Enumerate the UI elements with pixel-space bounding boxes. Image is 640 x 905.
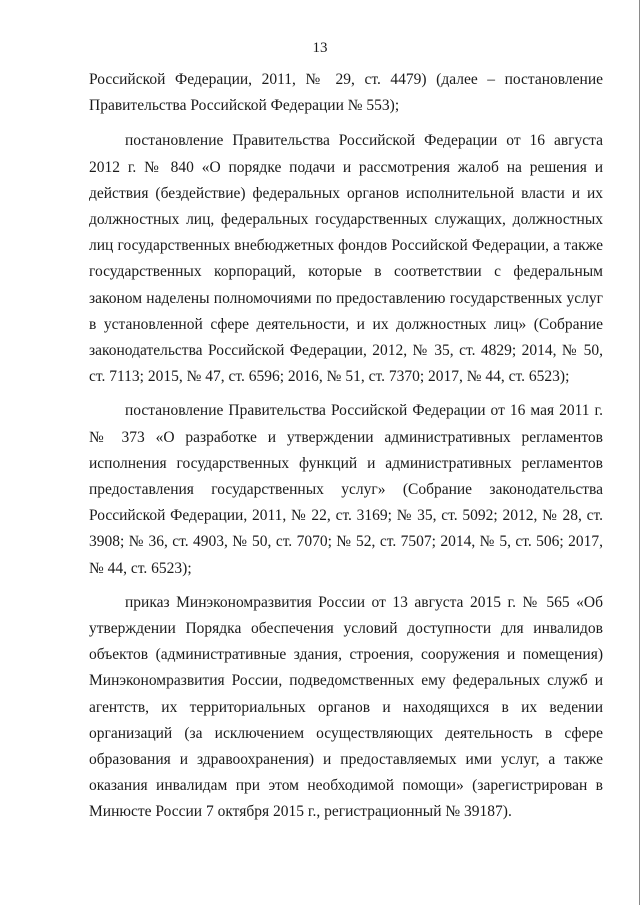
page-number: 13 bbox=[312, 40, 328, 56]
paragraph-continuation: Российской Федерации, 2011, № 29, ст. 4479) (далее – постановление Правительства Российской Федерации № 553); bbox=[89, 71, 603, 115]
paragraph-resolution-840: постановление Правительства Российской Федерации от 16 августа 2012 г. № 840 «О порядке подачи и рассмотрения жалоб на решения и действия (бездействие) федеральных органов исполнительной власти и их должностных лиц, федеральных государственных служащих, должностных лиц государственных внебюджетных фондов Российской Федерации, а также государственных корпораций, которые в соответствии с федеральным законом наделены полномочиями по предоставлению государственных услуг в установленной сфере деятельности, и их должностных лиц» (Собрание законодательства Российской Федерации, 2012, № 35, ст. 4829; 2014, № 50, ст. 7113; 2015, № 47, ст. 6596; 2016, № 51, ст. 7370; 2017, № 44, ст. 6523); bbox=[89, 132, 603, 386]
paragraph-order-565: приказ Минэкономразвития России от 13 августа 2015 г. № 565 «Об утверждении Порядка обеспечения условий доступности для инвалидов объектов (административные здания, строения, сооружения и помещения) Минэкономразвития России, подведомственных ему федеральных служб и агентств, их территориальных органов и находящихся в их ведении организаций (за исключением осуществляющих деятельность в сфере образования и здравоохранения) и предоставляемых ими услуг, а также оказания инвалидам при этом необходимой помощи» (зарегистрирован в Минюсте России 7 октября 2015 г., регистрационный № 39187). bbox=[89, 593, 603, 821]
paragraph-resolution-373: постановление Правительства Российской Федерации от 16 мая 2011 г. № 373 «О разработке и утверждении административных регламентов исполнения государственных функций и административных регламентов предоставления государственных услуг» (Собрание законодательства Российской Федерации, 2011, № 22, ст. 3169; № 35, ст. 5092; 2012, № 28, ст. 3908; № 36, ст. 4903, № 50, ст. 7070; № 52, ст. 7507; 2014, № 5, ст. 506; 2017, № 44, ст. 6523); bbox=[89, 402, 603, 577]
document-body bbox=[89, 67, 603, 834]
